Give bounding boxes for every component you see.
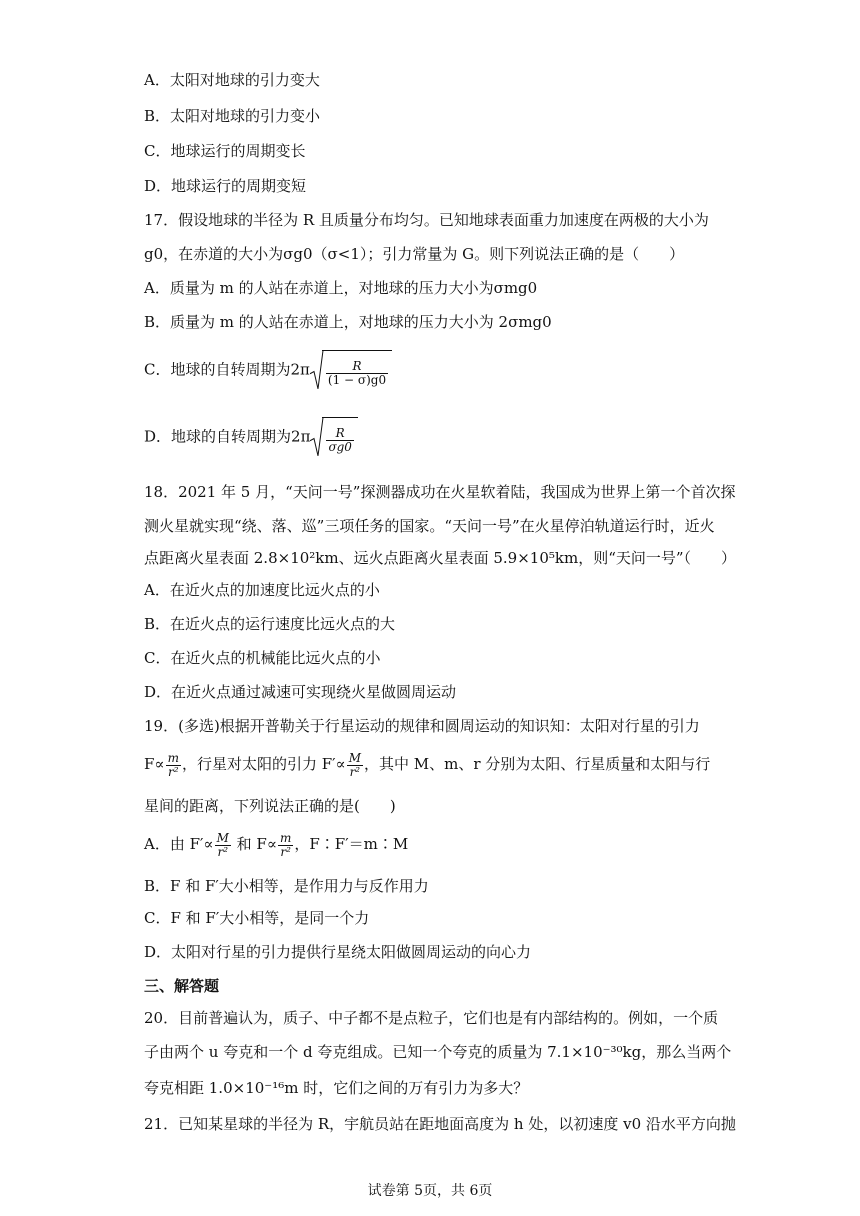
q18-option-c: C．在近火点的机械能比远火点的小 — [144, 649, 381, 667]
q17-d-denominator: σg0 — [328, 439, 352, 454]
q16-option-a: A．太阳对地球的引力变大 — [144, 71, 320, 89]
q18-stem-line3: 点距离火星表面 2.8×10²km、远火点距离火星表面 5.9×10⁵km，则“天问一号”（ ） — [144, 549, 737, 567]
q19-option-c: C．F 和 F′大小相等，是同一个力 — [144, 909, 370, 927]
q19-stem-line2 — [144, 744, 710, 784]
frac-denominator-r2: r² — [217, 844, 228, 859]
frac-denominator-r2: r² — [280, 844, 291, 859]
sqrt-expression — [310, 350, 392, 391]
q20-line3: 夸克相距 1.0×10⁻¹⁶m 时，它们之间的万有引力为多大？ — [144, 1079, 529, 1097]
q18-option-a: A．在近火点的加速度比远火点的小 — [144, 581, 380, 599]
section-heading: 三、解答题 — [144, 977, 220, 995]
q19-stem-rest: ，其中 M、m、r 分别为太阳、行星质量和太阳与行 — [363, 755, 711, 773]
q17-option-d — [144, 417, 358, 458]
q19-a-part1: A．由 F′∝ — [144, 835, 214, 853]
q17-option-c-prefix: C．地球的自转周期为2π — [144, 360, 310, 379]
q19-a-part3: ，F∶F′＝m∶M — [294, 835, 409, 853]
frac-denominator-r2: r² — [349, 764, 361, 779]
q17-d-numerator: R — [326, 427, 354, 441]
frac-numerator-M: M — [216, 830, 229, 845]
q19-stem-line3: 星间的距离，下列说法正确的是( ) — [144, 797, 396, 815]
q17-stem-line2: g0，在赤道的大小为σg0（σ<1）；引力常量为 G。则下列说法正确的是（ ） — [144, 245, 685, 263]
q16-option-d: D．地球运行的周期变短 — [144, 177, 307, 195]
q18-stem-line2: 测火星就实现“绕、落、巡”三项任务的国家。“天问一号”在火星停泊轨道运行时，近火 — [144, 517, 715, 535]
q16-option-c: C．地球运行的周期变长 — [144, 142, 306, 160]
q20-line2: 子由两个 u 夸克和一个 d 夸克组成。已知一个夸克的质量为 7.1×10⁻³⁰kg，那么当两个 — [144, 1043, 732, 1061]
q17-c-denominator: (1 − σ)g0 — [327, 372, 387, 387]
q17-c-numerator: R — [326, 360, 388, 374]
sqrt-expression — [310, 417, 358, 458]
q17-option-b: B．质量为 m 的人站在赤道上，对地球的压力大小为 2σmg0 — [144, 313, 552, 331]
frac-denominator-r2: r² — [167, 764, 179, 779]
q19-option-a — [144, 824, 408, 864]
q19-stem-line1: 19．(多选)根据开普勒关于行星运动的规律和圆周运动的知识知：太阳对行星的引力 — [144, 717, 700, 735]
q19-a-part2: 和 F∝ — [231, 835, 277, 853]
q19-fprime-text: ，行星对太阳的引力 F′∝ — [181, 755, 346, 773]
q18-option-b: B．在近火点的运行速度比远火点的大 — [144, 615, 396, 633]
q19-f-proportional: F∝ — [144, 755, 165, 773]
q19-option-b: B．F 和 F′大小相等，是作用力与反作用力 — [144, 877, 429, 895]
q19-option-d: D．太阳对行星的引力提供行星绕太阳做圆周运动的向心力 — [144, 943, 532, 961]
page-footer: 试卷第 5页，共 6页 — [367, 1183, 493, 1199]
q20-line1: 20．目前普遍认为，质子、中子都不是点粒子，它们也是有内部结构的。例如，一个质 — [144, 1009, 719, 1027]
q18-option-d: D．在近火点通过减速可实现绕火星做圆周运动 — [144, 683, 457, 701]
q17-stem-line1: 17．假设地球的半径为 R 且质量分布均匀。已知地球表面重力加速度在两极的大小为 — [144, 211, 709, 229]
q16-option-b: B．太阳对地球的引力变小 — [144, 107, 321, 125]
q17-option-c — [144, 350, 392, 391]
q18-stem-line1: 18．2021 年 5 月，“天问一号”探测器成功在火星软着陆，我国成为世界上第一个首次探 — [144, 483, 736, 501]
q21-line1: 21．已知某星球的半径为 R，宇航员站在距地面高度为 h 处，以初速度 v0 沿水平方向抛 — [144, 1115, 736, 1133]
q17-option-a: A．质量为 m 的人站在赤道上，对地球的压力大小为σmg0 — [144, 279, 538, 297]
frac-numerator-M: M — [348, 750, 361, 765]
frac-numerator-m: m — [279, 830, 292, 845]
q17-option-d-prefix: D．地球的自转周期为2π — [144, 427, 311, 446]
frac-numerator-m: m — [167, 750, 179, 765]
